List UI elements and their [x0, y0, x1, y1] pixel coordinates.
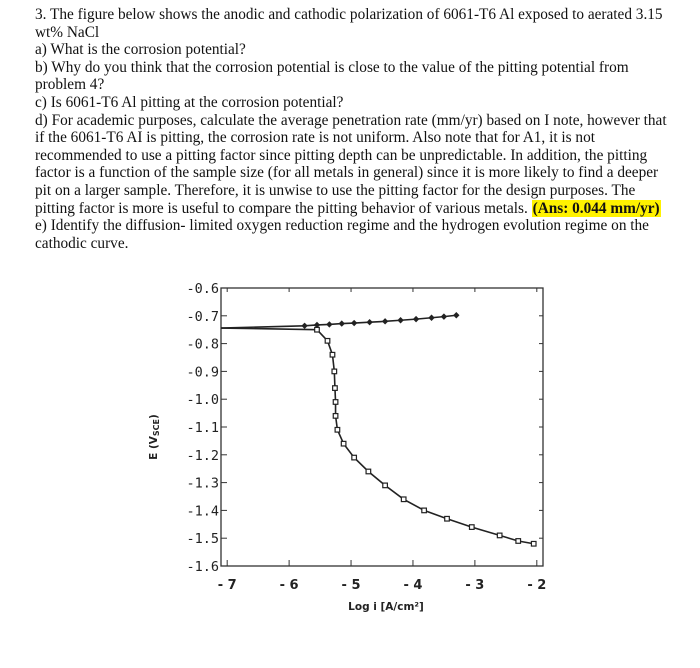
x-tick-label: - 5 — [341, 578, 361, 593]
y-tick-label: -0.8 — [186, 336, 219, 353]
data-point-anodic — [382, 318, 388, 324]
x-axis-title: Log i [A/cm²] — [348, 601, 424, 613]
x-tick-label: - 3 — [465, 578, 485, 593]
data-point-anodic — [397, 317, 403, 323]
data-point-cathodic — [422, 508, 427, 513]
data-point-anodic — [453, 312, 459, 318]
data-point-anodic — [413, 316, 419, 322]
data-point-cathodic — [333, 386, 338, 391]
part-c: c) Is 6061-T6 Al pitting at the corrosion potential? — [35, 93, 344, 111]
part-a: a) What is the corrosion potential? — [35, 41, 246, 59]
data-point-anodic — [351, 320, 357, 326]
y-tick-label: -1.2 — [186, 447, 219, 464]
y-tick-label: -1.0 — [186, 392, 219, 409]
x-tick-label: - 2 — [527, 578, 547, 593]
series-group — [221, 312, 536, 546]
part-b: b) Why do you think that the corrosion potential is close to the value of the pitting potential from problem 4? — [35, 58, 629, 94]
series-line-anodic — [221, 315, 456, 328]
data-point-cathodic — [333, 414, 338, 419]
x-tick-label: - 4 — [403, 578, 423, 593]
data-point-cathodic — [315, 327, 320, 332]
x-tick-label: - 6 — [279, 578, 299, 593]
data-point-anodic — [301, 323, 307, 329]
data-point-cathodic — [366, 469, 371, 474]
data-point-cathodic — [330, 352, 335, 357]
data-point-anodic — [326, 321, 332, 327]
y-tick-label: -0.7 — [186, 308, 219, 325]
part-e: e) Identify the diffusion- limited oxygen reduction regime and the hydrogen evolution regime on the cathodic curve. — [35, 217, 649, 252]
data-point-cathodic — [445, 516, 450, 521]
part-d-text: d) For academic purposes, calculate the average penetration rate (mm/yr) based on I note, however that if the 6061-T6 AI is pitting, the corrosion rate is not uniform. Also note that for A1, it is not recommended to use a pitting factor since pitting depth can be unpredictable. In addition, the pitting factor is a function of the sample size (for all metals in general) since it is more likely to find a deeper pit on a larger sample. Therefore, it is unwise to use the pitting factor for the design purposes. The pitting factor is more is useful to compare the pitting behavior of various metals. — [35, 111, 667, 217]
data-point-cathodic — [352, 455, 357, 460]
plot-frame — [221, 288, 543, 566]
problem-intro: 3. The figure below shows the anodic and cathodic polarization of 6061-T6 Al exposed to aerated 3.15 wt% NaCl — [35, 6, 663, 41]
y-axis-title-main: E (V — [148, 436, 160, 460]
y-axis-title-sub: SCE — [152, 418, 161, 437]
y-tick-label: -1.5 — [186, 531, 219, 548]
data-point-cathodic — [341, 441, 346, 446]
data-point-cathodic — [401, 497, 406, 502]
y-tick-label: -0.6 — [186, 281, 219, 297]
y-axis-title-close: ) — [148, 414, 160, 419]
y-axis-title — [148, 414, 161, 460]
y-tick-label: -1.4 — [186, 503, 219, 520]
data-point-anodic — [366, 319, 372, 325]
y-tick-label: -0.9 — [186, 364, 219, 381]
y-tick-label: -1.6 — [186, 559, 219, 575]
y-axis — [186, 281, 543, 575]
part-d-answer: (Ans: 0.044 mm/yr) — [532, 199, 660, 217]
data-point-cathodic — [335, 427, 340, 432]
y-tick-label: -1.3 — [186, 475, 219, 492]
data-point-cathodic — [333, 400, 338, 405]
data-point-cathodic — [516, 539, 521, 544]
data-point-cathodic — [332, 369, 337, 374]
data-point-cathodic — [325, 339, 330, 344]
data-point-anodic — [339, 320, 345, 326]
data-point-cathodic — [383, 483, 388, 488]
data-point-cathodic — [469, 525, 474, 530]
y-tick-label: -1.1 — [186, 420, 219, 436]
data-point-anodic — [428, 315, 434, 321]
series-line-cathodic — [221, 328, 534, 544]
data-point-cathodic — [497, 533, 502, 538]
x-tick-label: - 7 — [217, 578, 237, 593]
x-axis — [218, 288, 547, 593]
data-point-cathodic — [531, 541, 536, 546]
data-point-anodic — [441, 313, 447, 319]
